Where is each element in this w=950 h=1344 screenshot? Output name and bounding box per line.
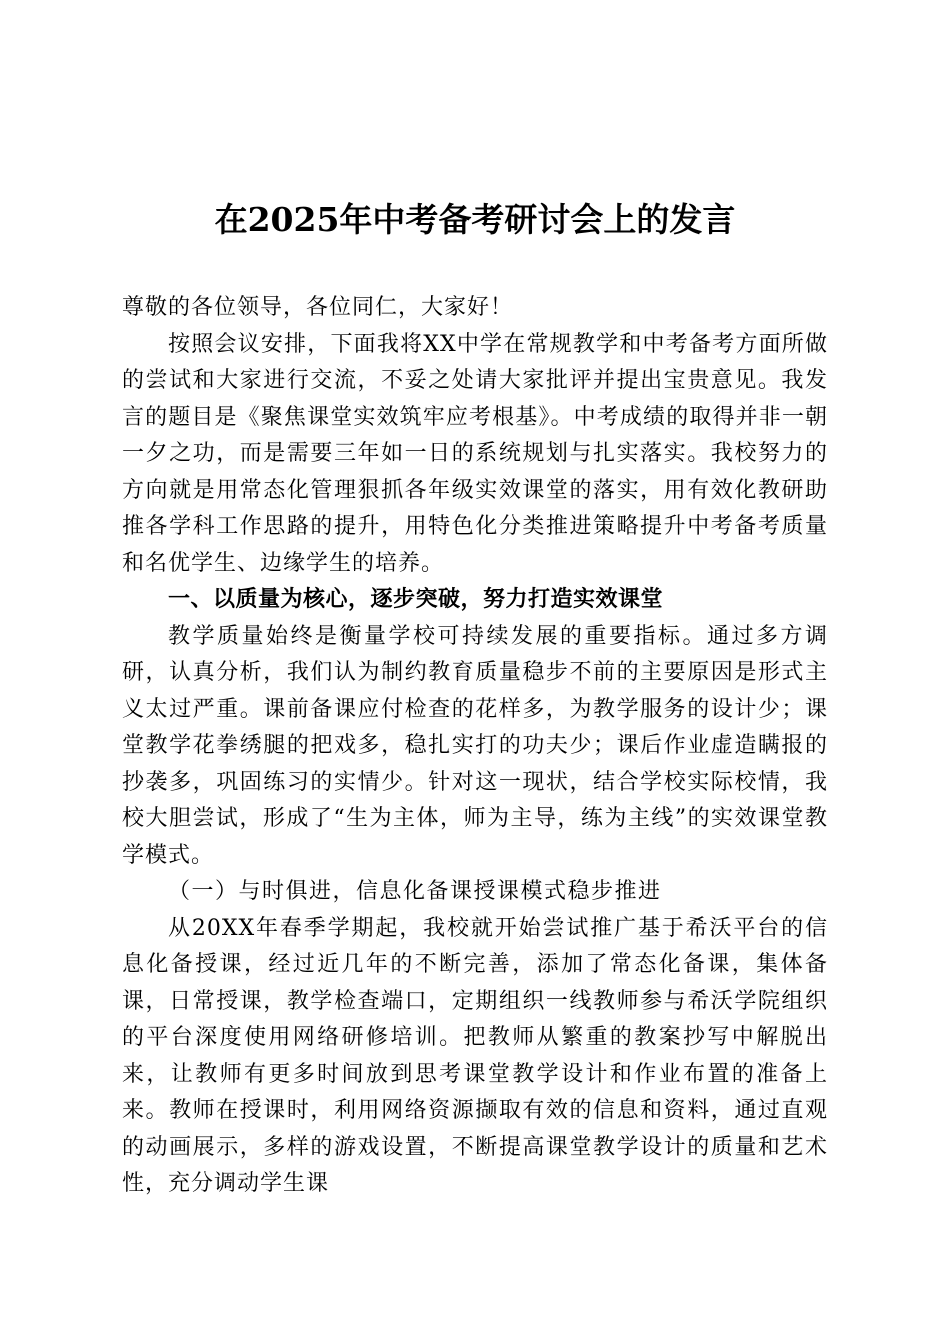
document-body <box>122 290 828 1203</box>
section-heading: 一、以质量为核心，逐步突破，努力打造实效课堂 <box>168 587 664 612</box>
subsection-heading: （一）与时俱进，信息化备课授课模式稳步推进 <box>168 879 662 904</box>
document-title: 在2025年中考备考研讨会上的发言 <box>214 200 736 239</box>
subsection-paragraph: 从20XX年春季学期起，我校就开始尝试推广基于希沃平台的信息化备授课，经过近几年的不断完善，添加了常态化备课，集体备课，日常授课，教学检查端口，定期组织一线教师参与希沃学院组织的平台深度使用网络研修培训。把教师从繁重的教案抄写中解脱出来，让教师有更多时间放到思考课堂教学设计和作业布置的准备上来。教师在授课时，利用网络资源撷取有效的信息和资料，通过直观的动画展示，多样的游戏设置，不断提高课堂教学设计的质量和艺术性，充分调动学生课 <box>122 915 828 1196</box>
greeting-paragraph: 尊敬的各位领导，各位同仁，大家好！ <box>122 295 514 320</box>
section-paragraph: 教学质量始终是衡量学校可持续发展的重要指标。通过多方调研，认真分析，我们认为制约教育质量稳步不前的主要原因是形式主义太过严重。课前备课应付检查的花样多，为教学服务的设计少；课堂教学花拳绣腿的把戏多，稳扎实打的功夫少；课后作业虚造瞒报的抄袭多，巩固练习的实情少。针对这一现状，结合学校实际校情，我校大胆尝试，形成了“生为主体，师为主导，练为主线”的实效课堂教学模式。 <box>122 623 828 868</box>
intro-paragraph: 按照会议安排，下面我将XX中学在常规教学和中考备考方面所做的尝试和大家进行交流，不妥之处请大家批评并提出宝贵意见。我发言的题目是《聚焦课堂实效筑牢应考根基》。中考成绩的取得并非一朝一夕之功，而是需要三年如一日的系统规划与扎实落实。我校努力的方向就是用常态化管理狠抓各年级实效课堂的落实，用有效化教研助推各学科工作思路的提升，用特色化分类推进策略提升中考备考质量和名优学生、边缘学生的培养。 <box>122 331 828 576</box>
